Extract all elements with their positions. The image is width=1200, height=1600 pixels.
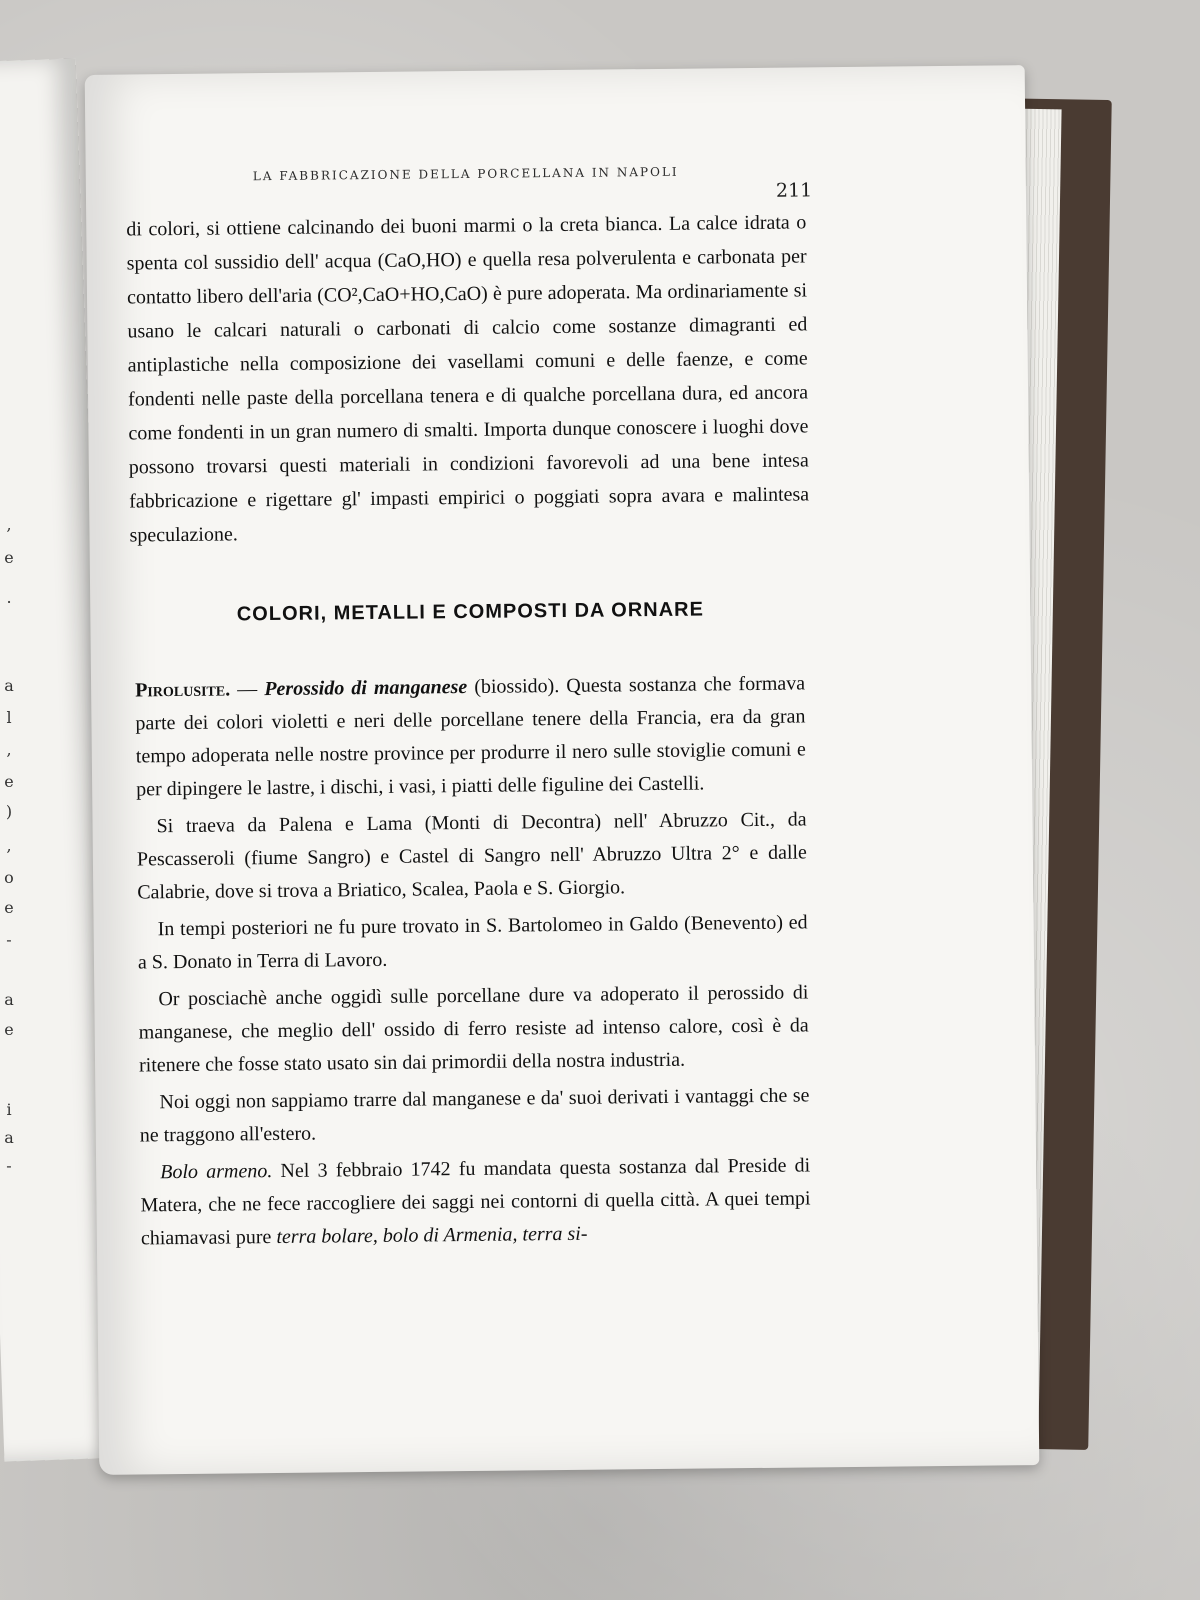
margin-mark: , (6, 515, 12, 534)
margin-mark: a (4, 676, 14, 695)
margin-mark: e (4, 1020, 14, 1039)
margin-mark: ) (5, 802, 13, 821)
paragraph: Or posciachè anche oggidì sulle porcellane dure va adoperato il perossido di manganese, che meglio dell' ossido di ferro resiste ad intenso calore, così è da ritenere che fosse stato usato sin dai primordii della nostra industria. (138, 981, 809, 1077)
paragraph-bolo (140, 1149, 811, 1255)
left-page-margin-text (0, 0, 40, 1600)
margin-mark: , (6, 740, 12, 759)
entry-terms: terra bolare, bolo di Armenia, terra si- (276, 1222, 588, 1249)
margin-mark: i (6, 1100, 12, 1119)
margin-mark: a (4, 1128, 14, 1147)
entry-text: (biossido). Questa sostanza che formava parte dei colori violetti e neri delle porcellane tenere della Francia, era da gran tempo adoperata nelle nostre province per produrre il nero sulle stoviglie comuni e per dipingere le lastre, i dischi, i vasi, i piatti delle figuline dei Castelli. (135, 672, 806, 801)
paragraph: Noi oggi non sappiamo trarre dal manganese e da' suoi derivati i vantaggi che se ne traggono all'estero. (139, 1084, 810, 1147)
entry-label: Pirolusite. (135, 678, 231, 702)
margin-mark: e (4, 898, 14, 917)
running-head: LA FABBRICAZIONE DELLA PORCELLANA IN NAPOLI (252, 164, 679, 184)
entry-name: Perossido di manganese (264, 675, 468, 701)
section-heading: COLORI, METALLI E COMPOSTI DA ORNARE (236, 598, 704, 626)
margin-mark: e (4, 548, 14, 567)
paragraph-pirolusite (135, 667, 806, 806)
body-text (126, 205, 810, 552)
margin-mark: , (6, 836, 12, 855)
margin-mark: - (6, 1156, 12, 1175)
book-page (85, 65, 1040, 1475)
section-body (135, 667, 811, 1259)
paragraph: di colori, si ottiene calcinando dei buoni marmi o la creta bianca. La calce idrata o spenta col sussidio dell' acqua (CaO,HO) e quella resa polverulenta e carbonata per contatto libero dell'aria (CO²,CaO+HO,CaO) è pure adoperata. Ma ordinariamente si usano le calcari naturali o carbonati di calcio come sostanze dimagranti ed antiplastiche nella composizione dei vasellami comuni e delle faenze, e come fondenti nelle paste della porcellana tenera e di qualche porcellana dura, ed ancora come fondenti in un gran numero di smalti. Importa dunque conoscere i luoghi dove possono trovarsi questi materiali in condizioni favorevoli ad una bene intesa fabbricazione e rigettare gl' impasti empirici o poggiati sopra avara e malintesa speculazione. (126, 211, 810, 547)
margin-mark: l (6, 708, 12, 727)
margin-mark: e (4, 772, 14, 791)
entry-label: Bolo armeno. (160, 1160, 273, 1184)
margin-mark: o (4, 868, 14, 887)
margin-mark: a (4, 990, 14, 1009)
margin-mark: . (6, 588, 12, 607)
entry-dash: — (230, 678, 265, 701)
entry-text: Nel 3 febbraio 1742 fu mandata questa sostanza dal Preside di Matera, che ne fece raccogliere dei saggi nei contorni di quella città. A quei tempi chiamavasi pure (140, 1154, 811, 1250)
margin-mark: - (6, 930, 12, 949)
paragraph: Si traeva da Palena e Lama (Monti di Decontra) nell' Abruzzo Cit., da Pescasseroli (fiume Sangro) e Castel di Sangro nell' Abruzzo Ultra 2° e dalle Calabrie, dove si trova a Briatico, Scalea, Paola e S. Giorgio. (136, 808, 807, 904)
page-number: 211 (775, 179, 813, 202)
paragraph: In tempi posteriori ne fu pure trovato in S. Bartolomeo in Galdo (Benevento) ed a S. Donato in Terra di Lavoro. (137, 911, 808, 974)
